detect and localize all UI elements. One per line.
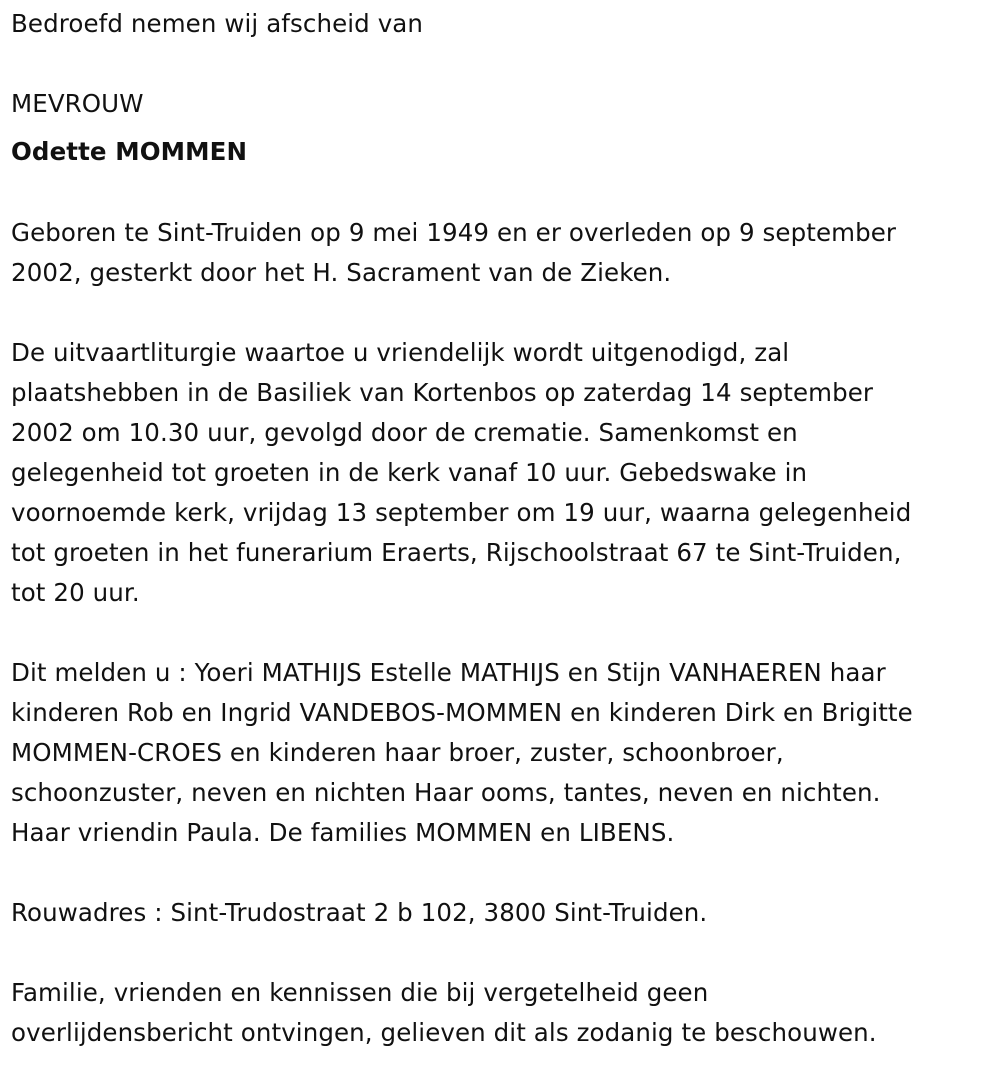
deceased-name: Odette MOMMEN [11, 137, 248, 166]
family-line: schoonzuster, neven en nichten Haar ooms, tantes, neven en nichten. [11, 778, 881, 807]
family-line: MOMMEN-CROES en kinderen haar broer, zuster, schoonbroer, [11, 738, 784, 767]
address-line: Rouwadres : Sint-Trudostraat 2 b 102, 3800 Sint-Truiden. [11, 898, 708, 927]
intro-text: Bedroefd nemen wij afscheid van [11, 9, 424, 38]
funeral-line: 2002 om 10.30 uur, gevolgd door de crematie. Samenkomst en [11, 418, 798, 447]
title-text: MEVROUW [11, 89, 144, 118]
closing-line: Familie, vrienden en kennissen die bij vergetelheid geen [11, 978, 709, 1007]
family-line: Haar vriendin Paula. De families MOMMEN en LIBENS. [11, 818, 675, 847]
funeral-line: voornoemde kerk, vrijdag 13 september om 19 uur, waarna gelegenheid [11, 498, 912, 527]
birth-line: Geboren te Sint-Truiden op 9 mei 1949 en er overleden op 9 september [11, 218, 897, 247]
funeral-line: De uitvaartliturgie waartoe u vriendelijk wordt uitgenodigd, zal [11, 338, 790, 367]
birth-line: 2002, gesterkt door het H. Sacrament van de Zieken. [11, 258, 672, 287]
family-line: kinderen Rob en Ingrid VANDEBOS-MOMMEN en kinderen Dirk en Brigitte [11, 698, 913, 727]
closing-line: overlijdensbericht ontvingen, gelieven dit als zodanig te beschouwen. [11, 1018, 877, 1047]
funeral-line: plaatshebben in de Basiliek van Kortenbos op zaterdag 14 september [11, 378, 874, 407]
funeral-line: gelegenheid tot groeten in de kerk vanaf 10 uur. Gebedswake in [11, 458, 808, 487]
funeral-line: tot groeten in het funerarium Eraerts, Rijschoolstraat 67 te Sint-Truiden, [11, 538, 902, 567]
funeral-line: tot 20 uur. [11, 578, 140, 607]
family-line: Dit melden u : Yoeri MATHIJS Estelle MATHIJS en Stijn VANHAEREN haar [11, 658, 886, 687]
